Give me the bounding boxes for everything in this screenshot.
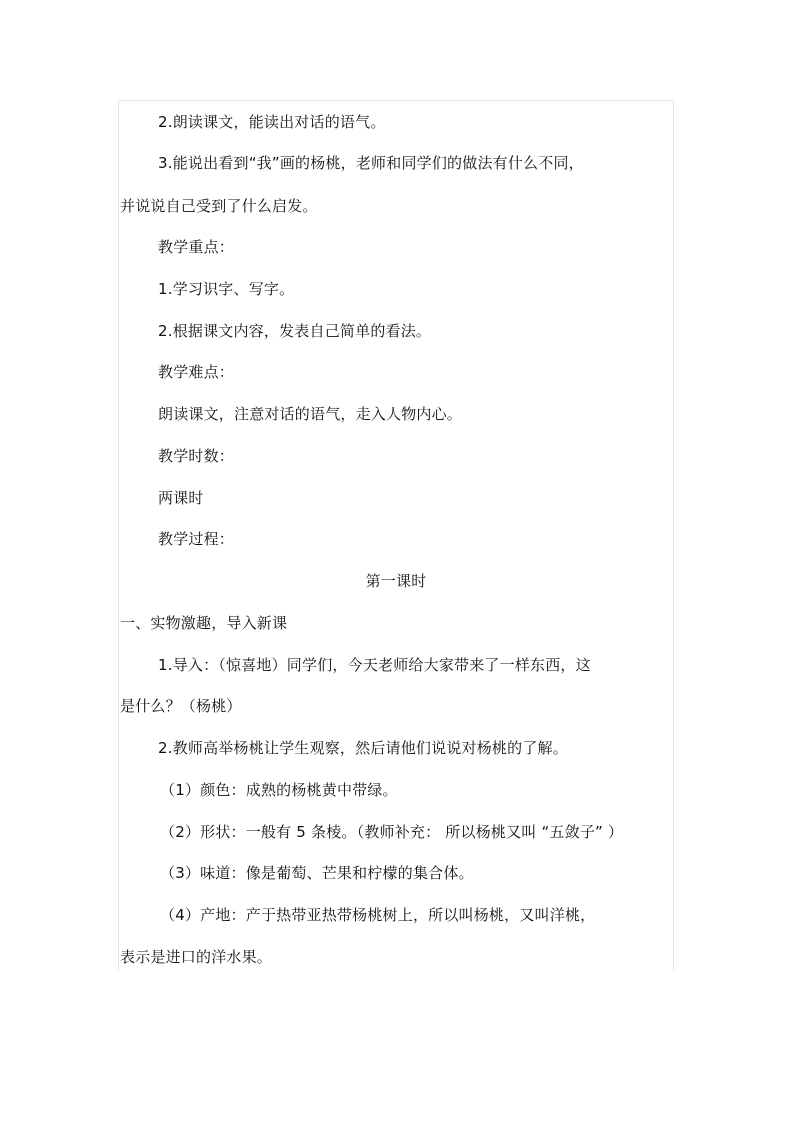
item-origin-line-1: （4）产地：产于热带亚热带杨桃树上，所以叫杨桃，又叫洋桃，	[160, 906, 596, 924]
step-1-line-2: 是什么？（杨桃）	[120, 697, 242, 715]
key-point-2: 2.根据课文内容，发表自己简单的看法。	[158, 322, 432, 340]
step-2: 2.教师高举杨桃让学生观察，然后请他们说说对杨桃的了解。	[158, 739, 568, 757]
item-shape: （2）形状：一般有 5 条棱。（教师补充： 所以杨桃又叫 “五敛子” ）	[160, 823, 624, 841]
class-hours-value: 两课时	[158, 489, 204, 507]
item-taste: （3）味道：像是葡萄、芒果和柠檬的集合体。	[160, 864, 474, 882]
section-one-heading: 一、实物激趣，导入新课	[120, 614, 288, 632]
item-origin-line-2: 表示是进口的洋水果。	[120, 948, 273, 966]
lesson-title: 第一课时	[365, 572, 427, 590]
process-heading: 教学过程：	[158, 530, 235, 548]
objective-3-line-2: 并说说自己受到了什么启发。	[120, 197, 318, 215]
class-hours-heading: 教学时数：	[158, 447, 235, 465]
key-point-1: 1.学习识字、写字。	[158, 280, 295, 298]
key-points-heading: 教学重点：	[158, 238, 235, 256]
objective-2: 2.朗读课文，能读出对话的语气。	[158, 113, 386, 131]
item-color: （1）颜色：成熟的杨桃黄中带绿。	[160, 781, 398, 799]
objective-3-line-1: 3.能说出看到“我”画的杨桃，老师和同学们的做法有什么不同，	[158, 154, 584, 172]
difficulties-heading: 教学难点：	[158, 363, 235, 381]
step-1-line-1: 1.导入：（惊喜地）同学们，今天老师给大家带来了一样东西，这	[158, 656, 591, 674]
difficulty-text: 朗读课文，注意对话的语气，走入人物内心。	[158, 405, 463, 423]
